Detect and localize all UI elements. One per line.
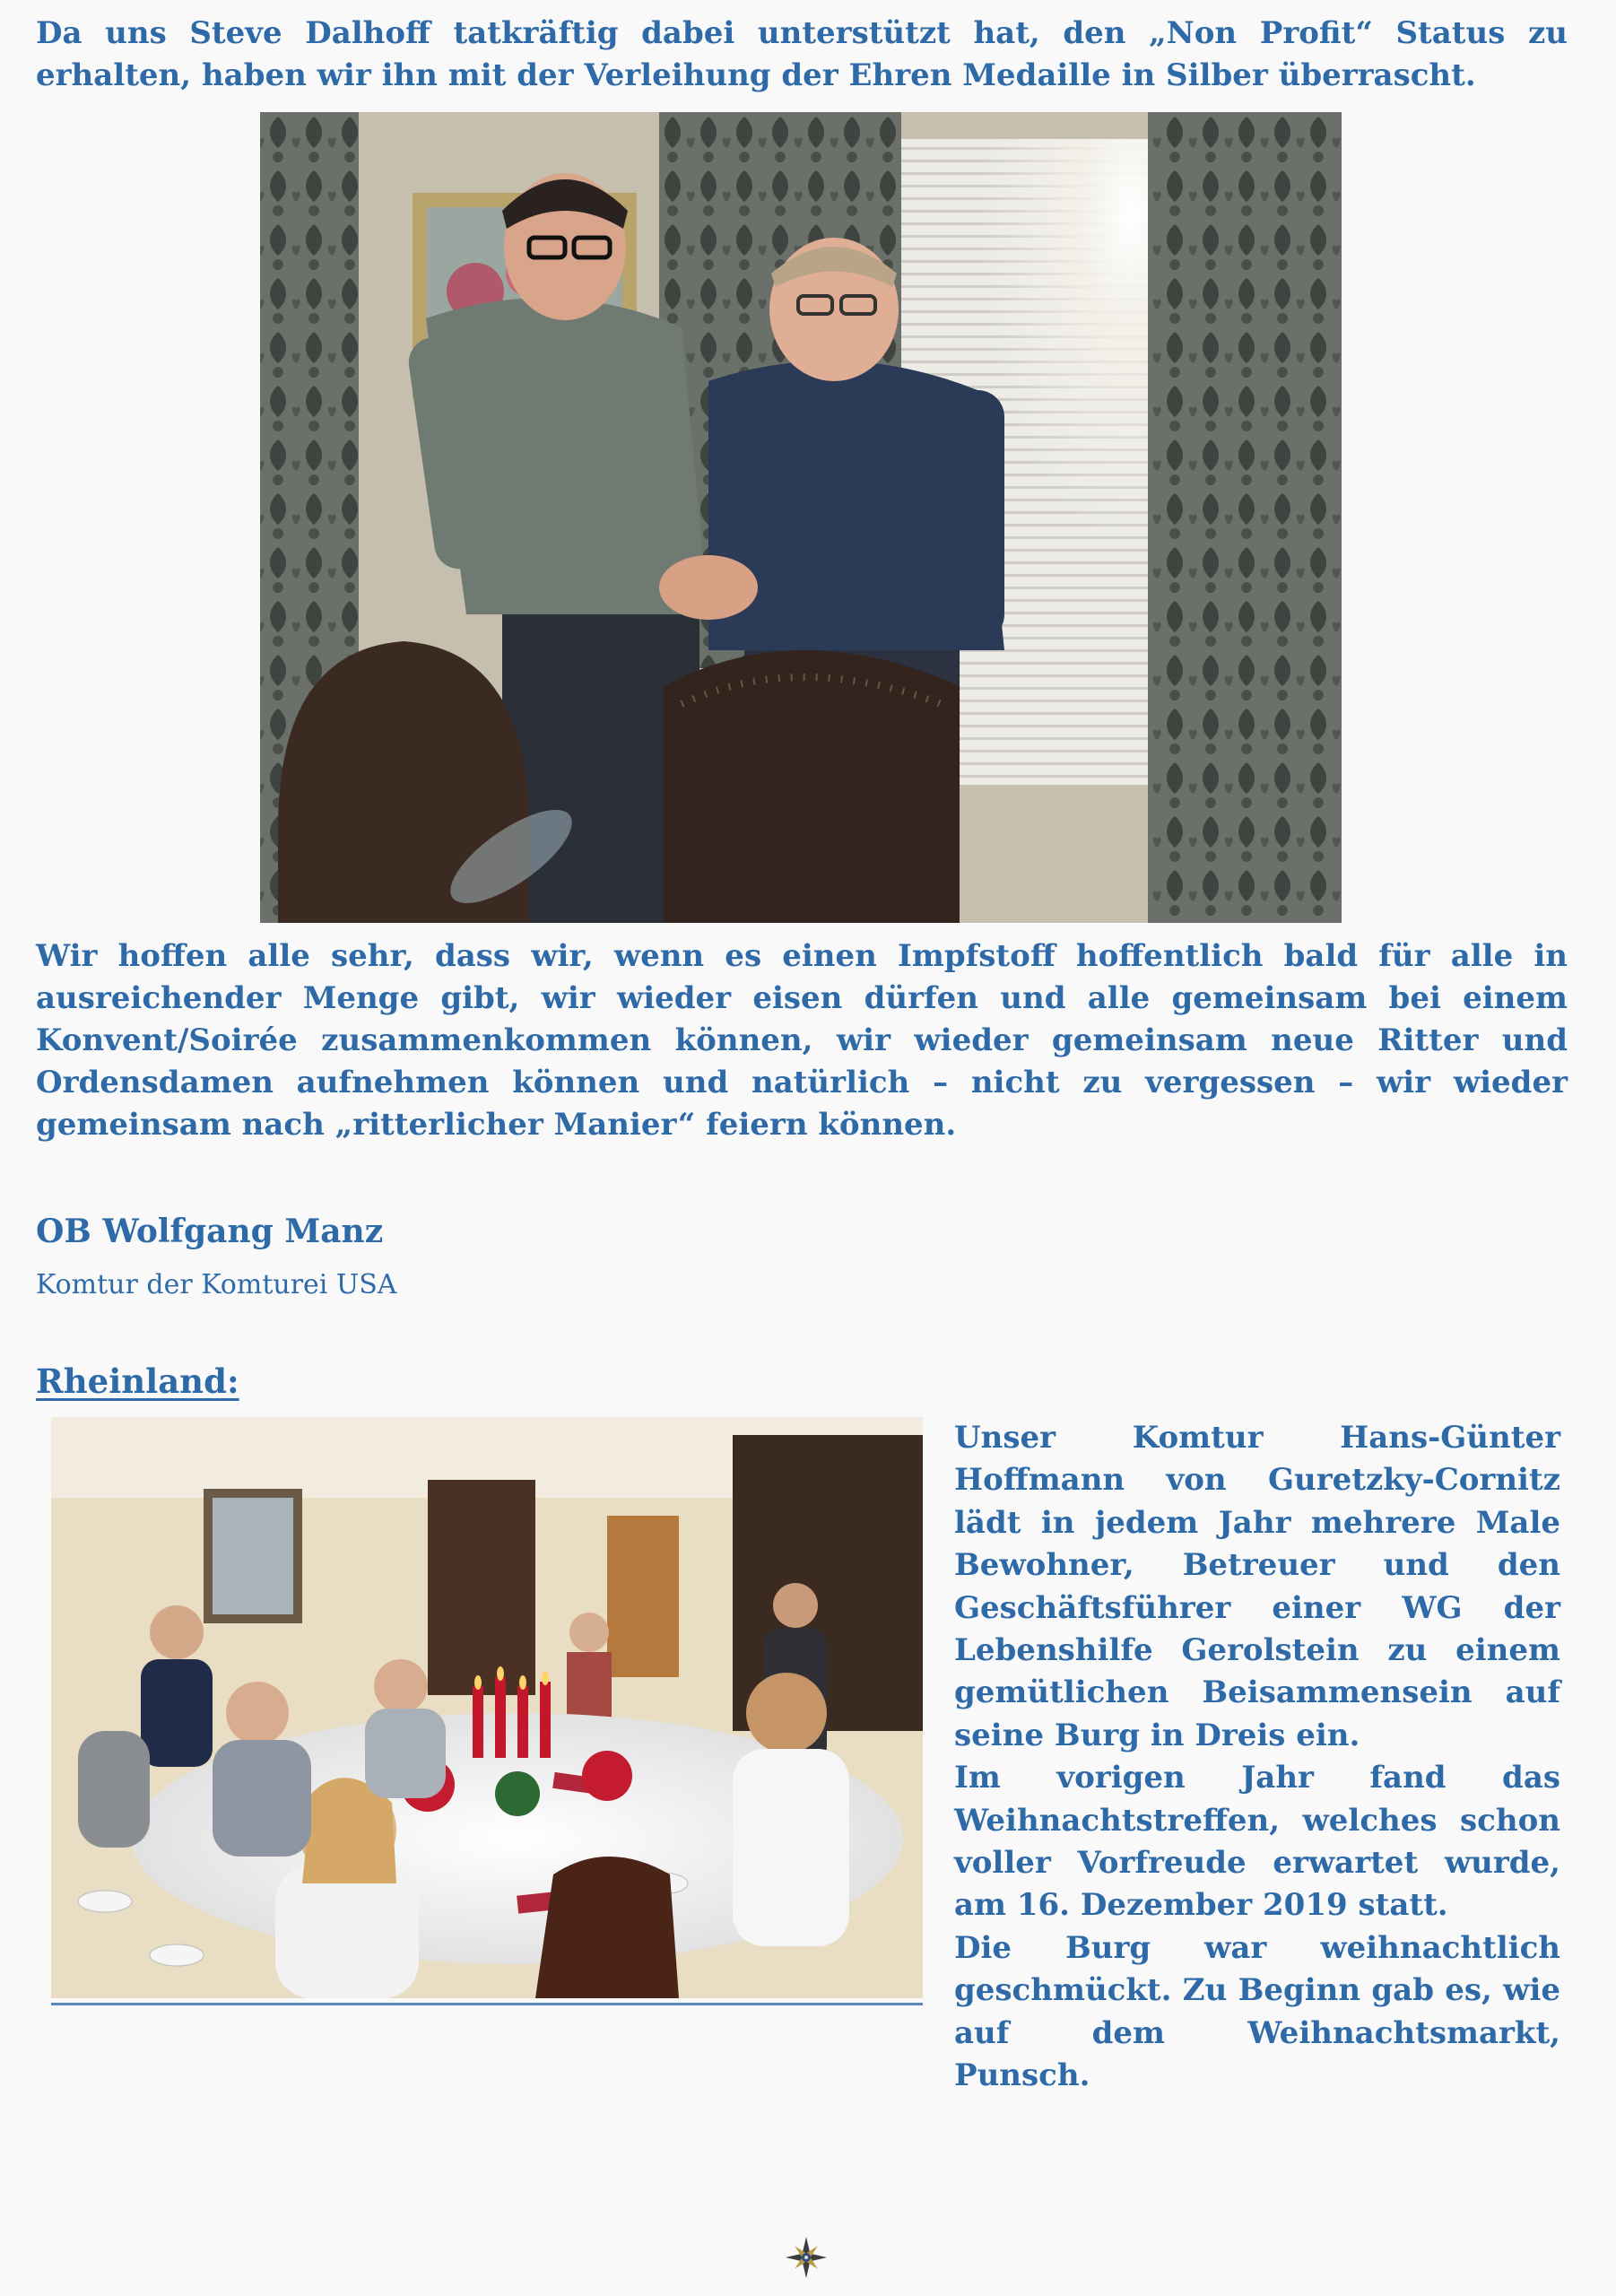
rheinland-paragraph [954,1417,1560,2098]
intro-paragraph: Da uns Steve Dalhoff tatkräftig dabei unterstützt hat, den „Non Profit“ Status zu erhalten, haben wir ihn mit der Verleihung der Ehren Medaille in Silber überrascht. [36,15,1568,93]
rheinland-paragraph-2: Im vorigen Jahr fand das Weihnachtstreffen, welches schon voller Vorfreude erwartet wurde, am 16. Dezember 2019 statt. [954,1760,1560,1924]
rheinland-paragraph-1: Unser Komtur Hans-Günter Hoffmann von Guretzky-Cornitz lädt in jedem Jahr mehrere Male Bewohner, Betreuer und den Geschäftsführer einer WG der Lebenshilfe Gerolstein zu einem gemütlichen Beisammensein auf seine Burg in Dreis ein. [954,1420,1560,1753]
signature-role: Komtur der Komturei USA [36,1269,397,1300]
order-cross-icon [784,2235,829,2280]
rheinland-paragraph-3: Die Burg war weihnachtlich geschmückt. Zu Beginn gab es, wie auf dem Weihnachtsmarkt, Punsch. [954,1929,1560,2094]
christmas-gathering-photo [51,1417,923,1998]
photo-caption-rule [51,2003,923,2005]
medal-presentation-photo [260,112,1342,923]
hope-paragraph: Wir hoffen alle sehr, dass wir, wenn es einen Impfstoff hoffentlich bald für alle in ausreichender Menge gibt, wir wieder eisen dürfen und alle gemeinsam bei einem Konvent/Soirée zusammenkommen können, wir wieder gemeinsam neue Ritter und Ordensdamen aufnehmen können und natürlich – nicht zu vergessen – wir wieder gemeinsam nach „ritterlicher Manier“ feiern können. [36,938,1568,1143]
section-heading-rheinland: Rheinland: [36,1361,239,1401]
signature-name: OB Wolfgang Manz [36,1213,384,1250]
